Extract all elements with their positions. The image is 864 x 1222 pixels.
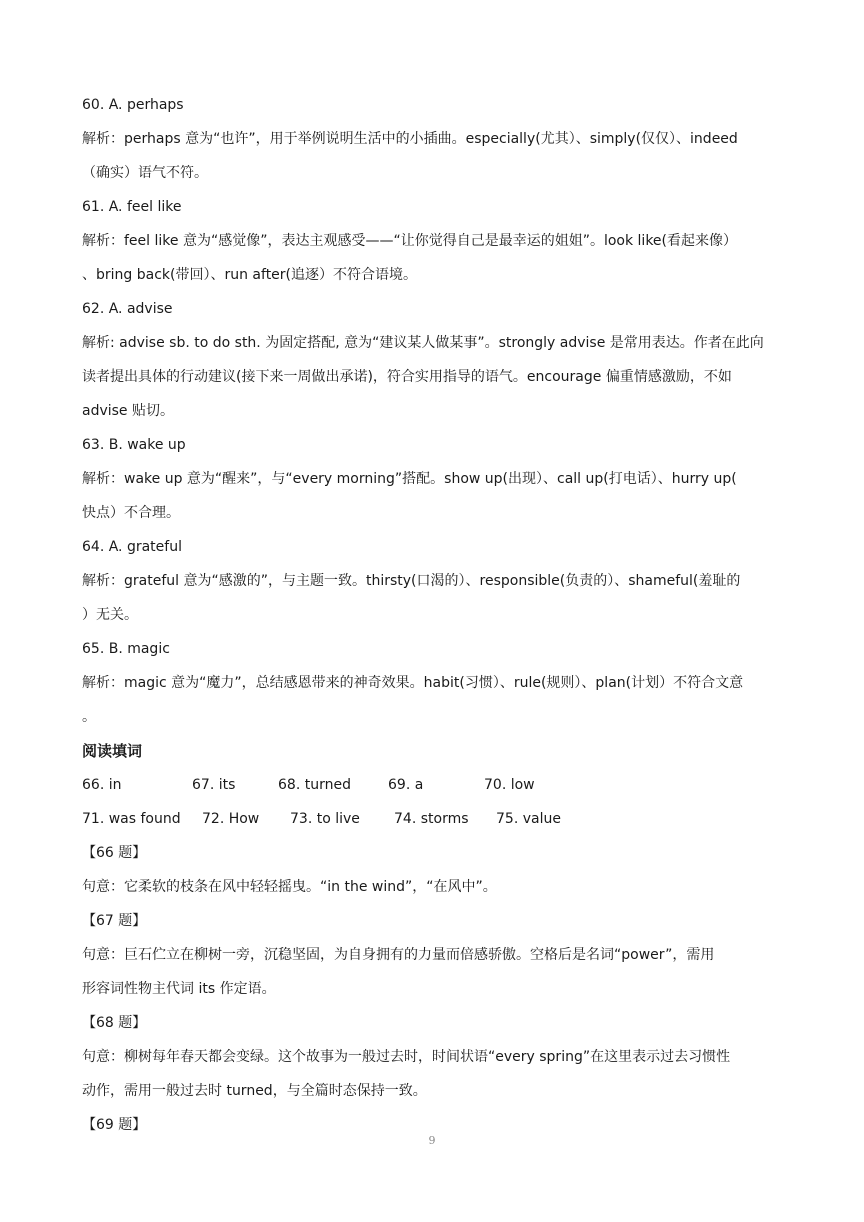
analysis-60-line1: 解析：perhaps 意为“也许”，用于举例说明生活中的小插曲。especially(尤其）、simply(仅仅）、indeed (82, 131, 738, 147)
analysis-63-line2: 快点）不合理。 (82, 505, 180, 521)
question-66-heading: 【66 题】 (82, 845, 147, 861)
answer-68: 68. turned (278, 777, 351, 793)
question-68-text-line1: 句意：柳树每年春天都会变绿。这个故事为一般过去时，时间状语“every spring”在这里表示过去习惯性 (82, 1049, 731, 1065)
answer-73: 73. to live (290, 811, 360, 827)
answer-74: 74. storms (394, 811, 469, 827)
question-69-heading: 【69 题】 (82, 1117, 147, 1133)
analysis-62-line2: 读者提出具体的行动建议(接下来一周做出承诺)，符合实用指导的语气。encourage 偏重情感激励，不如 (82, 369, 732, 385)
answer-62: 62. A. advise (82, 301, 173, 317)
answer-66: 66. in (82, 777, 122, 793)
answers-row-1 (82, 768, 782, 802)
answers-row-2 (82, 802, 782, 836)
question-67-heading: 【67 题】 (82, 913, 147, 929)
answer-70: 70. low (484, 777, 535, 793)
section-title: 阅读填词 (82, 742, 143, 760)
question-68-text-line2: 动作，需用一般过去时 turned，与全篇时态保持一致。 (82, 1083, 427, 1099)
answer-75: 75. value (496, 811, 561, 827)
question-68-heading: 【68 题】 (82, 1015, 147, 1031)
answer-72: 72. How (202, 811, 260, 827)
analysis-62-line1: 解析: advise sb. to do sth. 为固定搭配, 意为“建议某人做某事”。strongly advise 是常用表达。作者在此向 (82, 335, 764, 351)
analysis-65-line1: 解析：magic 意为“魔力”，总结感恩带来的神奇效果。habit(习惯）、rule(规则）、plan(计划）不符合文意 (82, 675, 744, 691)
answer-71: 71. was found (82, 811, 181, 827)
answer-63: 63. B. wake up (82, 437, 186, 453)
question-66-text: 句意：它柔软的枝条在风中轻轻摇曳。“in the wind”，“在风中”。 (82, 879, 497, 895)
analysis-62-line3: advise 贴切。 (82, 403, 174, 419)
answer-69: 69. a (388, 777, 424, 793)
question-67-text-line1: 句意：巨石伫立在柳树一旁，沉稳坚固，为自身拥有的力量而倍感骄傲。空格后是名词“power”，需用 (82, 947, 715, 963)
analysis-60-line2: （确实）语气不符。 (82, 165, 208, 181)
answer-60: 60. A. perhaps (82, 97, 184, 113)
analysis-64-line2: ）无关。 (82, 607, 138, 623)
answer-64: 64. A. grateful (82, 539, 182, 555)
analysis-63-line1: 解析：wake up 意为“醒来”，与“every morning”搭配。show up(出现）、call up(打电话）、hurry up( (82, 471, 737, 487)
answer-67: 67. its (192, 777, 236, 793)
document-body (82, 88, 782, 1142)
question-67-text-line2: 形容词性物主代词 its 作定语。 (82, 981, 276, 997)
answer-61: 61. A. feel like (82, 199, 182, 215)
analysis-61-line1: 解析：feel like 意为“感觉像”，表达主观感受——“让你觉得自己是最幸运的姐姐”。look like(看起来像） (82, 233, 737, 249)
answer-65: 65. B. magic (82, 641, 170, 657)
page-number: 9 (428, 1134, 436, 1147)
analysis-61-line2: 、bring back(带回）、run after(追逐）不符合语境。 (82, 267, 418, 283)
analysis-64-line1: 解析：grateful 意为“感激的”，与主题一致。thirsty(口渴的）、responsible(负责的）、shameful(羞耻的 (82, 573, 741, 589)
analysis-65-line2: 。 (82, 709, 96, 725)
